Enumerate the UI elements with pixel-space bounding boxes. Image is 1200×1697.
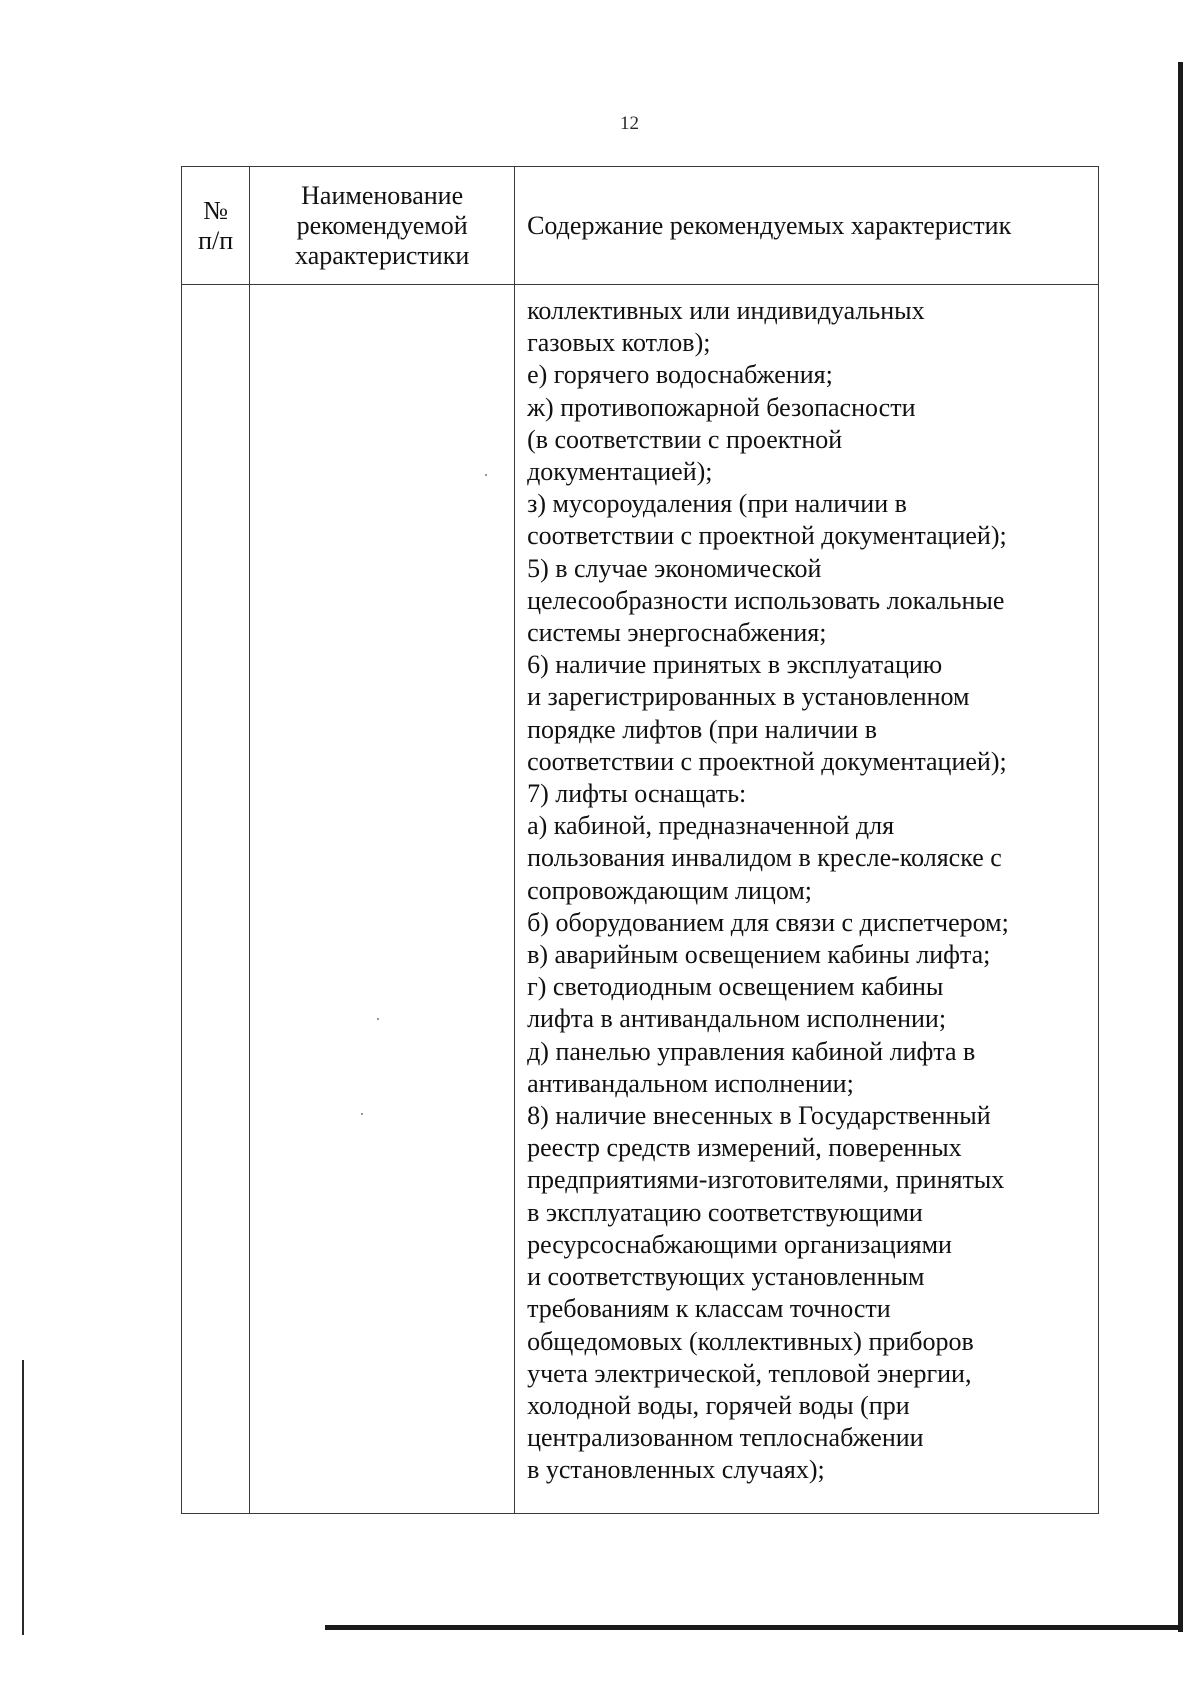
content-line: д) панелью управления кабиной лифта в: [527, 1036, 976, 1066]
content-line: в) аварийным освещением кабины лифта;: [527, 940, 991, 970]
scan-border-left: [22, 1360, 24, 1635]
content-line: 6) наличие принятых в эксплуатацию: [527, 650, 943, 680]
header-name-line: характеристики: [295, 240, 470, 270]
content-line: антивандальном исполнении;: [527, 1068, 854, 1098]
content-line: в установленных случаях);: [527, 1455, 825, 1485]
content-line: 8) наличие внесенных в Государственный: [527, 1101, 991, 1131]
cell-number: [182, 285, 250, 1514]
scan-speck: [485, 474, 487, 476]
table-header-row: [182, 167, 1099, 285]
content-line: 7) лифты оснащать:: [527, 779, 747, 809]
content-line: пользования инвалидом в кресле-коляске с: [527, 843, 1002, 873]
content-line: 5) в случае экономической: [527, 553, 822, 583]
scan-speck: [361, 1113, 363, 1115]
header-content: Содержание рекомендуемых характеристик: [515, 167, 1099, 285]
header-number-line: п/п: [198, 225, 234, 255]
content-line: документацией);: [527, 457, 713, 487]
content-lines: [527, 295, 1090, 1487]
content-line: з) мусороудаления (при наличии в: [527, 489, 907, 519]
page-number: 12: [620, 113, 639, 134]
content-line: е) горячего водоснабжения;: [527, 360, 833, 390]
content-line: ж) противопожарной безопасности: [527, 392, 916, 422]
content-line: и зарегистрированных в установленном: [527, 682, 970, 712]
scan-border-right: [1178, 62, 1183, 1632]
content-line: лифта в антивандальном исполнении;: [527, 1004, 947, 1034]
header-name-line: Наименование: [301, 180, 464, 210]
header-name: [250, 167, 515, 285]
content-line: в эксплуатацию соответствующими: [527, 1197, 923, 1227]
content-line: учета электрической, тепловой энергии,: [527, 1358, 972, 1388]
header-name-line: рекомендуемой: [296, 210, 468, 240]
content-line: общедомовых (коллективных) приборов: [527, 1326, 974, 1356]
content-line: предприятиями-изготовителями, принятых: [527, 1165, 1005, 1195]
table-row: [182, 285, 1099, 1514]
scan-border-bottom: [325, 1625, 1180, 1630]
content-line: б) оборудованием для связи с диспетчером;: [527, 907, 1009, 937]
content-line: а) кабиной, предназначенной для: [527, 811, 895, 841]
content-line: соответствии с проектной документацией);: [527, 521, 1007, 551]
characteristics-table: [181, 166, 1099, 1514]
content-line: ресурсоснабжающими организациями: [527, 1229, 952, 1259]
content-line: соответствии с проектной документацией);: [527, 746, 1007, 776]
content-line: коллективных или индивидуальных: [527, 296, 925, 325]
content-line: требованиям к классам точности: [527, 1294, 891, 1324]
content-line: целесообразности использовать локальные: [527, 585, 1005, 615]
content-line: и соответствующих установленным: [527, 1262, 925, 1292]
scan-speck: [377, 1018, 379, 1020]
content-line: газовых котлов);: [527, 328, 711, 358]
content-line: сопровождающим лицом;: [527, 875, 813, 905]
content-line: порядке лифтов (при наличии в: [527, 714, 877, 744]
content-line: (в соответствии с проектной: [527, 424, 843, 454]
cell-content: [515, 285, 1099, 1514]
content-line: реестр средств измерений, поверенных: [527, 1133, 962, 1163]
cell-name: [250, 285, 515, 1514]
header-number-line: №: [203, 195, 229, 225]
content-line: системы энергоснабжения;: [527, 618, 827, 648]
content-line: централизованном теплоснабжении: [527, 1423, 924, 1453]
content-line: холодной воды, горячей воды (при: [527, 1390, 910, 1420]
header-number: [182, 167, 250, 285]
content-line: г) светодиодным освещением кабины: [527, 972, 944, 1002]
